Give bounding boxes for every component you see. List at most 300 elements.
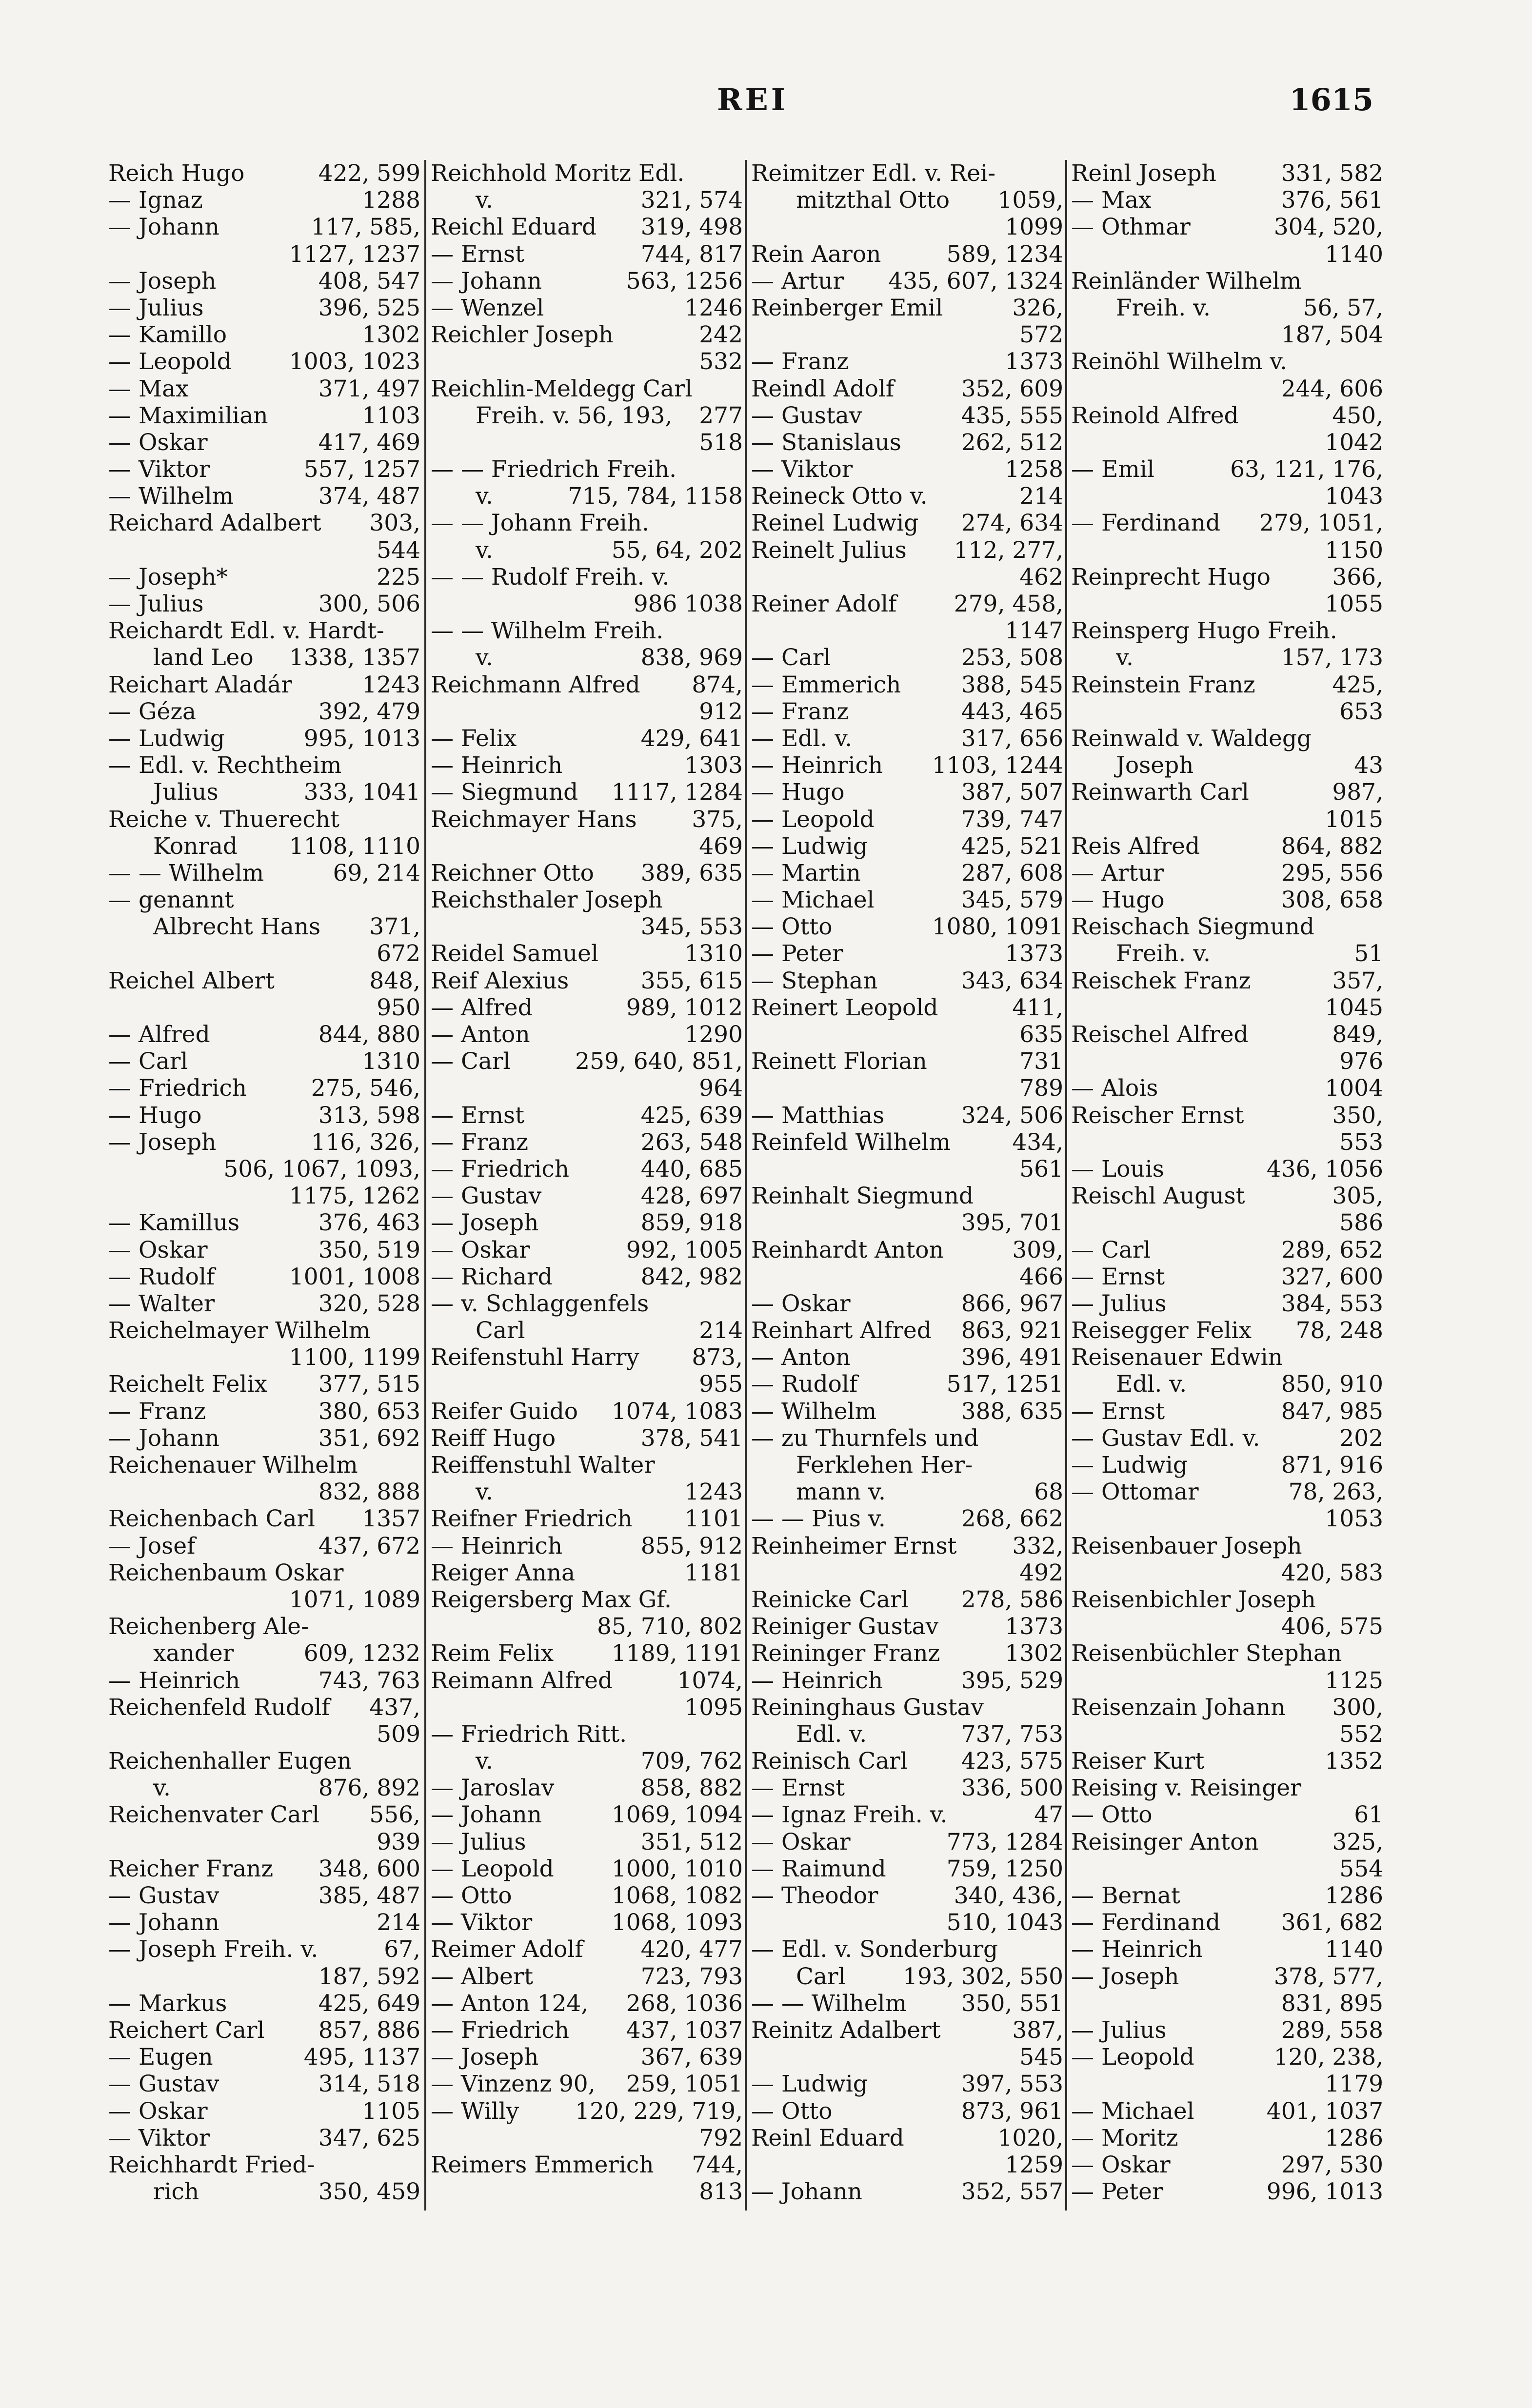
index-entry [108, 887, 420, 913]
entry-pages: 495, 1137 [303, 2044, 420, 2071]
entry-pages: 1103 [362, 402, 420, 429]
column-rule [424, 160, 426, 2211]
entry-name: Reinelt Julius [751, 536, 907, 564]
entry-pages: 1373 [1005, 1613, 1063, 1640]
entry-name: Reiser Kurt [1071, 1748, 1205, 1775]
entry-name: — Carl [431, 1048, 511, 1075]
entry-name: — Moritz [1071, 2124, 1178, 2151]
entry-name: Reisegger Felix [1071, 1317, 1252, 1344]
entry-name: Reinöhl Wilhelm v. [1071, 348, 1288, 375]
index-entry [431, 1721, 743, 1748]
entry-name: Reifner Friedrich [431, 1505, 633, 1533]
entry-pages: 996, 1013 [1266, 2178, 1383, 2206]
entry-name: — Michael [751, 887, 875, 914]
entry-pages: 469 [699, 832, 743, 860]
entry-pages: 1101 [684, 1505, 743, 1533]
entry-name: Freih. v. [1116, 294, 1211, 321]
entry-pages: 739, 747 [961, 806, 1063, 833]
index-entry [751, 1613, 1063, 1640]
entry-name: — Oskar [751, 1828, 851, 1855]
index-entry [431, 671, 743, 698]
index-entry [1071, 1183, 1383, 1209]
entry-name: Reichmayer Hans [431, 806, 637, 833]
entry-pages: 112, 277, [954, 536, 1063, 564]
entry-pages: 743, 763 [318, 1667, 420, 1694]
entry-pages: 1069, 1094 [611, 1801, 743, 1829]
entry-name: — Alfred [431, 994, 533, 1021]
entry-pages: 262, 512 [961, 429, 1063, 456]
entry-pages: 278, 586 [961, 1586, 1063, 1613]
entry-pages [1380, 725, 1383, 752]
entry-pages: 214 [377, 1909, 420, 1936]
index-entry [1071, 1775, 1383, 1801]
entry-name: — Joseph Freih. v. [108, 1936, 318, 1963]
entry-pages: 352, 609 [961, 375, 1063, 402]
index-entry [751, 1048, 1063, 1075]
entry-pages: 351, 512 [640, 1828, 743, 1855]
entry-pages: 1286 [1325, 2124, 1383, 2151]
entry-pages: 1338, 1357 [289, 644, 420, 671]
index-entry [431, 2178, 743, 2205]
entry-pages: 1175, 1262 [289, 1183, 420, 1210]
index-entry [751, 725, 1063, 752]
entry-name: — Julius [1071, 1290, 1167, 1317]
entry-pages: 437, 672 [318, 1532, 420, 1559]
entry-name: — Heinrich [108, 1667, 240, 1694]
index-entry [431, 1452, 743, 1479]
index-entry [1071, 1021, 1383, 1048]
entry-pages: 340, 436, [954, 1882, 1063, 1909]
index-entry [1071, 1801, 1383, 1828]
index-entry [751, 913, 1063, 940]
entry-pages: 1059, [997, 187, 1063, 214]
entry-name: — Johann [751, 2178, 862, 2206]
entry-name: — Leopold [108, 348, 232, 375]
index-entry [751, 2125, 1063, 2151]
entry-pages [1380, 1586, 1383, 1613]
entry-pages [418, 1452, 420, 1479]
entry-name: — Ignaz [108, 187, 203, 214]
index-entry [431, 1829, 743, 1855]
entry-pages: 420, 477 [640, 1936, 743, 1963]
entry-name: xander [153, 1640, 234, 1667]
entry-name: Reinhart Alfred [751, 1317, 932, 1344]
entry-name: v. [1116, 644, 1134, 671]
index-entry [751, 860, 1063, 887]
index-entry [751, 1102, 1063, 1129]
entry-pages: 572 [1019, 321, 1063, 349]
index-entry [751, 1156, 1063, 1183]
entry-pages: 259, 1051 [626, 2071, 743, 2098]
entry-pages: 157, 173 [1281, 644, 1383, 671]
index-entry [431, 160, 743, 187]
entry-pages: 876, 892 [318, 1775, 420, 1802]
entry-pages: 1117, 1284 [611, 779, 743, 806]
entry-pages: 313, 598 [318, 1102, 420, 1129]
entry-pages: 351, 692 [318, 1424, 420, 1452]
index-entry [108, 725, 420, 752]
entry-pages: 202 [1339, 1424, 1383, 1452]
index-entry [751, 591, 1063, 617]
entry-pages: 309, [1012, 1236, 1063, 1263]
entry-pages: 352, 557 [961, 2178, 1063, 2206]
entry-pages [740, 617, 743, 644]
entry-name: mitzthal Otto [796, 187, 950, 214]
entry-name: — Richard [431, 1263, 553, 1290]
index-entry [431, 268, 743, 295]
entry-pages: 866, 967 [961, 1290, 1063, 1317]
index-entry [751, 483, 1063, 510]
entry-pages [1060, 1452, 1063, 1479]
index-entry [108, 160, 420, 187]
entry-name: Carl [476, 1317, 525, 1344]
index-entry [108, 1048, 420, 1075]
entry-name: — Wilhelm [751, 1398, 877, 1425]
entry-pages: 1000, 1010 [611, 1855, 743, 1882]
index-entry [108, 295, 420, 321]
entry-pages: 1310 [684, 940, 743, 967]
entry-pages: 586 [1339, 1209, 1383, 1237]
entry-name: Reinl Eduard [751, 2124, 904, 2151]
index-entry [1071, 321, 1383, 348]
index-entry [431, 1344, 743, 1371]
index-entry [108, 241, 420, 268]
index-entry [751, 1290, 1063, 1317]
index-entry [1071, 1613, 1383, 1640]
entry-name: Reichl Eduard [431, 214, 597, 241]
entry-pages: 858, 882 [640, 1775, 743, 1802]
entry-pages: 435, 607, 1324 [888, 267, 1063, 295]
index-entry [108, 806, 420, 833]
entry-name: Reindl Adolf [751, 375, 895, 402]
index-entry [751, 671, 1063, 698]
entry-pages: 1286 [1325, 1882, 1383, 1909]
entry-pages: 855, 912 [640, 1532, 743, 1559]
entry-name: Joseph [1116, 752, 1194, 779]
entry-pages: 361, 682 [1281, 1909, 1383, 1936]
entry-name: — Anton [751, 1344, 851, 1371]
entry-pages: 1150 [1325, 536, 1383, 564]
entry-pages: 871, 916 [1281, 1452, 1383, 1479]
entry-name: mann v. [796, 1479, 886, 1506]
entry-pages [418, 806, 420, 833]
running-head: REI [717, 82, 788, 118]
entry-pages: 68 [1034, 1479, 1063, 1506]
entry-name: — Franz [108, 1398, 206, 1425]
index-entry [1071, 2071, 1383, 2097]
entry-name: Reichenauer Wilhelm [108, 1452, 358, 1479]
entry-pages: 343, 634 [961, 967, 1063, 994]
entry-name: Reinert Leopold [751, 994, 938, 1021]
entry-pages [740, 564, 743, 591]
entry-pages: 1310 [362, 1048, 420, 1075]
entry-name: — Gustav Edl. v. [1071, 1424, 1260, 1452]
entry-pages: 406, 575 [1281, 1613, 1383, 1640]
entry-pages: 300, 506 [318, 591, 420, 617]
entry-pages: 1125 [1325, 1667, 1383, 1694]
entry-pages: 350, 459 [318, 2178, 420, 2206]
entry-pages: 214 [699, 1317, 743, 1344]
entry-pages: 434, [1012, 1128, 1063, 1156]
index-entry [1071, 483, 1383, 510]
entry-name: — Peter [1071, 2178, 1163, 2206]
entry-pages: 117, 585, [311, 214, 420, 241]
entry-pages: 187, 592 [318, 1963, 420, 1990]
entry-pages: 462 [1019, 563, 1063, 591]
entry-name: — Géza [108, 698, 197, 725]
entry-pages [740, 1586, 743, 1613]
entry-name: Reichel Albert [108, 967, 275, 994]
entry-pages: 874, [692, 671, 743, 698]
entry-name: — Artur [1071, 859, 1164, 887]
entry-pages: 989, 1012 [626, 994, 743, 1021]
entry-name: Reif Alexius [431, 967, 569, 994]
index-entry [431, 483, 743, 510]
index-entry [108, 1829, 420, 1855]
entry-pages: 873, [692, 1344, 743, 1371]
entry-pages: 544 [377, 536, 420, 564]
entry-pages: 380, 653 [318, 1398, 420, 1425]
entry-pages: 374, 487 [318, 483, 420, 510]
entry-pages: 987, [1332, 779, 1383, 806]
index-entry [108, 510, 420, 536]
entry-pages: 384, 553 [1281, 1290, 1383, 1317]
entry-name: — Wilhelm [108, 483, 234, 510]
entry-name: Reinfeld Wilhelm [751, 1128, 951, 1156]
entry-pages: 324, 506 [961, 1102, 1063, 1129]
entry-name: — Joseph [431, 2044, 539, 2071]
index-entry [1071, 779, 1383, 806]
entry-pages: 317, 656 [961, 725, 1063, 752]
index-entry [1071, 187, 1383, 214]
entry-name: Reisenzain Johann [1071, 1694, 1286, 1721]
entry-pages: 844, 880 [318, 1021, 420, 1048]
entry-name: Reiner Adolf [751, 591, 897, 617]
entry-name: — Theodor [751, 1882, 878, 1909]
index-entry [751, 429, 1063, 456]
index-entry [108, 698, 420, 725]
entry-name: — Otto [751, 913, 833, 941]
entry-pages: 850, 910 [1281, 1371, 1383, 1398]
index-entry [751, 2017, 1063, 2044]
entry-name: — Vinzenz 90, [431, 2071, 596, 2098]
index-entry [431, 1640, 743, 1667]
entry-pages: 552 [1339, 1720, 1383, 1748]
index-entry [431, 806, 743, 833]
entry-name: Reidel Samuel [431, 940, 599, 967]
index-entry [108, 2071, 420, 2097]
entry-pages: 268, 662 [961, 1505, 1063, 1533]
entry-name: — Alois [1071, 1075, 1158, 1102]
entry-pages: 813 [699, 2178, 743, 2206]
index-entry [751, 160, 1063, 187]
index-entry [108, 537, 420, 564]
entry-name: — Emil [1071, 456, 1154, 483]
index-entry [108, 591, 420, 617]
entry-pages: 396, 491 [961, 1344, 1063, 1371]
entry-name: — Rudolf [751, 1371, 858, 1398]
entry-name: — Matthias [751, 1102, 885, 1129]
entry-name: Reinett Florian [751, 1048, 927, 1075]
entry-pages: 976 [1339, 1048, 1383, 1075]
entry-name: — Felix [431, 725, 517, 752]
entry-name: Reichenfeld Rudolf [108, 1694, 330, 1721]
entry-name: — Heinrich [751, 752, 883, 779]
index-entry [431, 617, 743, 644]
index-entry [431, 1909, 743, 1936]
entry-name: — Otto [1071, 1801, 1153, 1829]
index-entry [431, 1371, 743, 1398]
entry-name: Reisenauer Edwin [1071, 1344, 1283, 1371]
entry-name: — Oskar [751, 1290, 851, 1317]
entry-pages: 304, 520, [1273, 214, 1383, 241]
entry-pages: 443, 465 [961, 698, 1063, 725]
index-entry [108, 1667, 420, 1694]
entry-name: Reinprecht Hugo [1071, 563, 1271, 591]
index-entry [751, 241, 1063, 268]
index-entry [108, 1290, 420, 1317]
entry-name: Reinwarth Carl [1071, 779, 1249, 806]
entry-pages: 1103, 1244 [932, 752, 1063, 779]
entry-name: — Viktor [431, 1909, 533, 1936]
entry-pages: 863, 921 [961, 1317, 1063, 1344]
entry-pages: 388, 545 [961, 671, 1063, 698]
index-entry [751, 2151, 1063, 2178]
index-entry [431, 913, 743, 940]
entry-pages: 63, 121, 176, [1230, 456, 1383, 483]
index-entry [431, 1075, 743, 1102]
index-entry [431, 1882, 743, 1909]
index-entry [431, 456, 743, 483]
index-entry [108, 1183, 420, 1209]
entry-pages: 553 [1339, 1128, 1383, 1156]
index-entry [108, 1371, 420, 1398]
entry-pages: 1259 [1005, 2151, 1063, 2178]
entry-name: — Leopold [1071, 2044, 1194, 2071]
index-entry [108, 2178, 420, 2205]
entry-pages: 1099 [1005, 214, 1063, 241]
entry-pages: 857, 886 [318, 2016, 420, 2044]
entry-pages: 1004 [1325, 1075, 1383, 1102]
index-entry [751, 1775, 1063, 1801]
index-entry [108, 187, 420, 214]
entry-name: — Viktor [108, 456, 210, 483]
entry-pages: 357, [1332, 967, 1383, 994]
index-entry [431, 564, 743, 591]
index-entry [108, 994, 420, 1021]
entry-name: Freih. v. [1116, 940, 1211, 967]
entry-pages: 422, 599 [318, 160, 420, 187]
entry-name: — Ernst [1071, 1263, 1165, 1290]
entry-name: — Anton [431, 1021, 530, 1048]
index-entry [751, 1909, 1063, 1936]
entry-pages: 51 [1354, 940, 1383, 967]
entry-name: v. [476, 187, 493, 214]
entry-name: — Hugo [108, 1102, 202, 1129]
index-entry [1071, 1479, 1383, 1505]
entry-name: — Markus [108, 1990, 227, 2017]
entry-name: Reinberger Emil [751, 294, 943, 321]
entry-name: Reiniger Gustav [751, 1613, 939, 1640]
index-entry [108, 940, 420, 967]
entry-name: — Julius [431, 1828, 526, 1855]
index-entry [751, 456, 1063, 483]
index-entry [108, 1882, 420, 1909]
entry-pages: 325, [1332, 1828, 1383, 1855]
entry-pages: 1302 [1005, 1640, 1063, 1667]
entry-pages: 300, [1332, 1694, 1383, 1721]
index-entry [751, 1505, 1063, 1532]
index-entry [108, 1344, 420, 1371]
index-entry [1071, 1936, 1383, 1963]
index-entry [751, 402, 1063, 429]
index-entry [431, 1237, 743, 1263]
index-entry [431, 644, 743, 671]
index-entry [431, 887, 743, 913]
entry-pages: 425, 521 [961, 832, 1063, 860]
index-entry [751, 1425, 1063, 1452]
entry-name: — Joseph [1071, 1963, 1179, 1990]
index-entry [431, 994, 743, 1021]
entry-name: — Heinrich [431, 752, 563, 779]
index-entry [108, 1613, 420, 1640]
entry-pages: 326, [1012, 294, 1063, 321]
index-entry [1071, 1855, 1383, 1882]
index-entry [431, 591, 743, 617]
entry-name: Reichart Aladár [108, 671, 292, 698]
entry-pages: 350, 519 [318, 1236, 420, 1263]
index-entry [1071, 1102, 1383, 1129]
index-entry [751, 1801, 1063, 1828]
index-entry [1071, 2098, 1383, 2125]
entry-name: — genannt [108, 887, 234, 914]
entry-name: Reigersberg Max Gf. [431, 1586, 672, 1613]
entry-name: — Viktor [108, 2124, 210, 2151]
index-entry [431, 1801, 743, 1828]
entry-name: v. [476, 1479, 493, 1506]
entry-pages: 193, 302, 550 [903, 1963, 1063, 1990]
entry-name: Reineck Otto v. [751, 483, 928, 510]
index-entry [431, 1263, 743, 1290]
index-entry [751, 295, 1063, 321]
entry-name: Reichenberg Ale- [108, 1613, 309, 1640]
entry-pages: 440, 685 [640, 1155, 743, 1183]
entry-pages [1060, 1936, 1063, 1963]
index-column-3 [751, 160, 1063, 2205]
index-entry [431, 321, 743, 348]
entry-name: — Oskar [108, 2097, 208, 2125]
entry-name: — Albert [431, 1963, 534, 1990]
entry-pages: 1140 [1325, 240, 1383, 268]
entry-pages: 375, [692, 806, 743, 833]
index-entry [108, 564, 420, 591]
entry-pages: 672 [377, 940, 420, 967]
entry-pages: 425, 639 [640, 1102, 743, 1129]
index-entry [1071, 994, 1383, 1021]
index-entry [1071, 348, 1383, 375]
entry-name: Reichlin-Meldegg Carl [431, 375, 693, 402]
index-entry [431, 1775, 743, 1801]
entry-pages: 995, 1013 [303, 725, 420, 752]
entry-name: — Joseph* [108, 563, 228, 591]
entry-pages [418, 1613, 420, 1640]
entry-name: — Stanislaus [751, 429, 901, 456]
entry-name: — — Wilhelm [751, 1990, 907, 2017]
index-entry [1071, 1048, 1383, 1075]
entry-name: Reischl August [1071, 1183, 1245, 1210]
entry-name: Reisinger Anton [1071, 1828, 1259, 1855]
entry-name: — Julius [108, 591, 204, 617]
